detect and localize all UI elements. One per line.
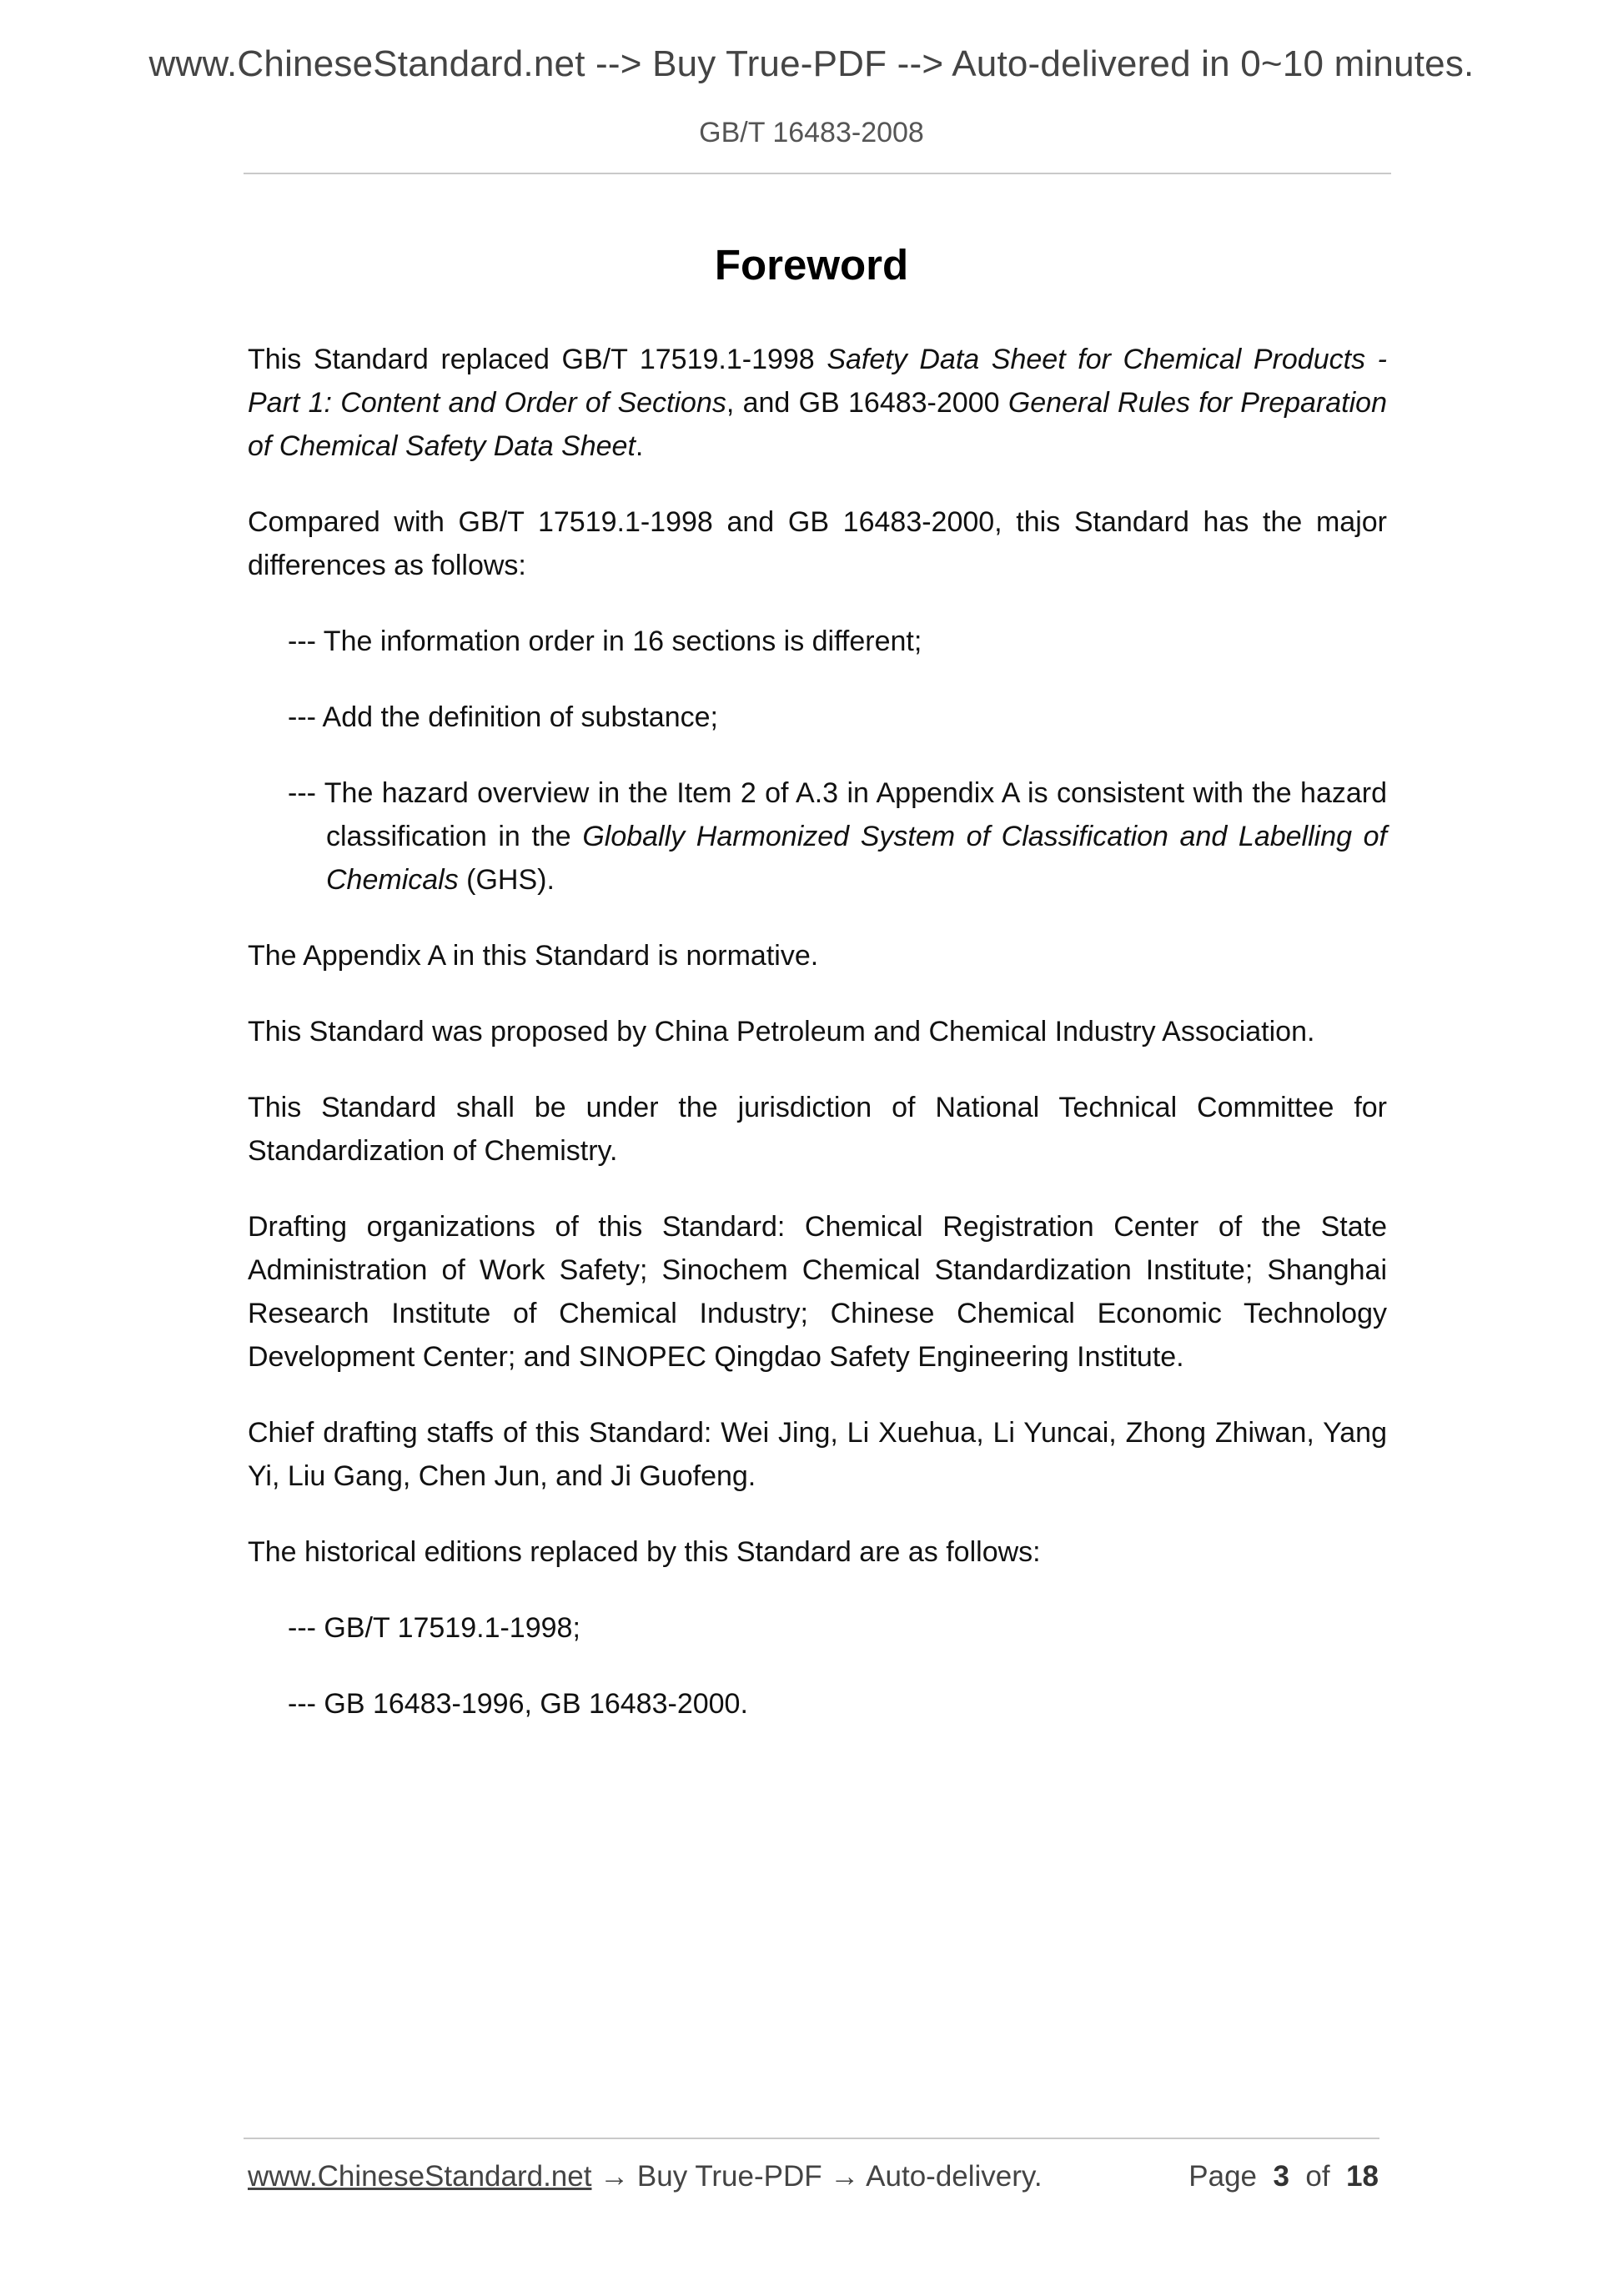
footer-promo-text: → Buy True-PDF → Auto-delivery.	[591, 2160, 1043, 2193]
paragraph-text: This Standard replaced GB/T 17519.1-1998	[248, 344, 827, 375]
list-item: --- GB/T 17519.1-1998;	[288, 1612, 580, 1644]
paragraph-differences-intro: Compared with GB/T 17519.1-1998 and GB 16483-2000, this Standard has the major differences as follows:	[248, 506, 1387, 581]
footer-divider	[244, 2138, 1379, 2139]
of-label: of	[1305, 2160, 1330, 2193]
italic-title-text: General Rules for Preparation of Chemical Safety Data Sheet	[248, 387, 1387, 462]
footer-website-link[interactable]: www.ChineseStandard.net	[248, 2160, 592, 2193]
page-indicator	[1188, 2160, 1379, 2193]
paragraph-jurisdiction: This Standard shall be under the jurisdiction of National Technical Committee for Standardization of Chemistry.	[248, 1092, 1387, 1167]
italic-title-text: Safety Data Sheet for Chemical Products - Part 1: Content and Order of Sections	[248, 344, 1388, 419]
document-id: GB/T 16483-2008	[699, 117, 924, 148]
paragraph-appendix: The Appendix A in this Standard is normative.	[248, 940, 819, 972]
paragraph-drafting-staffs: Chief drafting staffs of this Standard: Wei Jing, Li Xuehua, Li Yuncai, Zhong Zhiwan, Yang Yi, Liu Gang, Chen Jun, and Ji Guofeng.	[248, 1417, 1387, 1492]
header-banner: www.ChineseStandard.net --> Buy True-PDF --> Auto-delivered in 0~10 minutes.	[148, 43, 1475, 84]
paragraph-proposed-by: This Standard was proposed by China Petroleum and Chemical Industry Association.	[248, 1016, 1315, 1048]
header-divider	[244, 173, 1391, 174]
paragraph-drafting-organizations: Drafting organizations of this Standard: Chemical Registration Center of the State Administration of Work Safety; Sinochem Chemical Standardization Institute; Shanghai Research Institute of Chemical Industry; Chinese Chemical Economic Technology Development Center; and SINOPEC Qingdao Safety Engineering Institute.	[248, 1211, 1387, 1373]
paragraph-text: .	[635, 430, 644, 462]
footer-promo	[248, 2160, 1043, 2193]
page-current: 3	[1273, 2160, 1289, 2193]
list-item-text: --- The hazard overview in the Item 2 of A.3 in Appendix A is consistent with the hazard classification in the	[288, 777, 1387, 852]
list-item	[248, 771, 1387, 902]
list-item: --- Add the definition of substance;	[288, 701, 718, 733]
page-title: Foreword	[714, 241, 909, 289]
page-label: Page	[1188, 2160, 1258, 2193]
paragraph-replaced-standards	[248, 338, 1387, 468]
list-item: --- The information order in 16 sections is different;	[288, 625, 922, 657]
paragraph-text: , and GB 16483-2000	[726, 387, 1008, 419]
document-body	[248, 338, 1387, 1758]
list-item: --- GB 16483-1996, GB 16483-2000.	[288, 1688, 748, 1720]
page-total: 18	[1346, 2160, 1379, 2193]
italic-title-text: Globally Harmonized System of Classification and Labelling of Chemicals	[326, 821, 1387, 896]
paragraph-historical-editions: The historical editions replaced by this Standard are as follows:	[248, 1536, 1041, 1568]
list-item-text: (GHS).	[458, 864, 555, 896]
